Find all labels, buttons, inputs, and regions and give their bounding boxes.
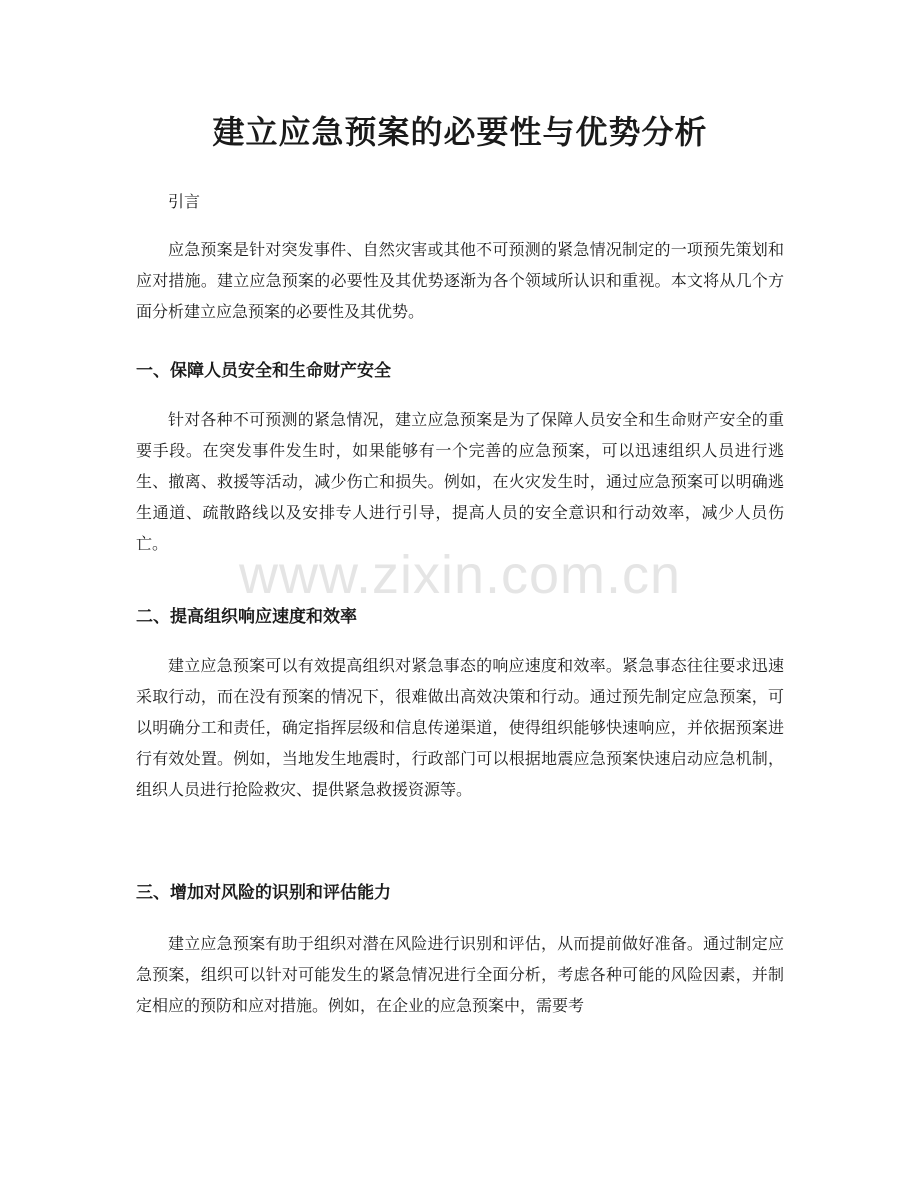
document-title: 建立应急预案的必要性与优势分析	[212, 113, 708, 151]
section-paragraph-3: 建立应急预案有助于组织对潜在风险进行识别和评估，从而提前做好准备。通过制定应急预案，组织可以针对可能发生的紧急情况进行全面分析，考虑各种可能的风险因素，并制定相应的预防和应对措施。例如，在企业的应急预案中，需要考	[136, 934, 784, 1015]
section-heading-1: 一、保障人员安全和生命财产安全	[136, 361, 391, 381]
section-heading-2: 二、提高组织响应速度和效率	[136, 607, 357, 627]
watermark: www.zixin.com.cn	[238, 545, 682, 605]
section-heading-3: 三、增加对风险的识别和评估能力	[136, 883, 391, 903]
intro-label: 引言	[168, 192, 201, 211]
section-paragraph-1: 针对各种不可预测的紧急情况，建立应急预案是为了保障人员安全和生命财产安全的重要手段。在突发事件发生时，如果能够有一个完善的应急预案，可以迅速组织人员进行逃生、撤离、救援等活动，减少伤亡和损失。例如，在火灾发生时，通过应急预案可以明确逃生通道、疏散路线以及安排专人进行引导，提高人员的安全意识和行动效率，减少人员伤亡。	[136, 410, 784, 553]
intro-paragraph: 应急预案是针对突发事件、自然灾害或其他不可预测的紧急情况制定的一项预先策划和应对措施。建立应急预案的必要性及其优势逐渐为各个领域所认识和重视。本文将从几个方面分析建立应急预案的必要性及其优势。	[136, 240, 784, 321]
section-paragraph-2: 建立应急预案可以有效提高组织对紧急事态的响应速度和效率。紧急事态往往要求迅速采取行动，而在没有预案的情况下，很难做出高效决策和行动。通过预先制定应急预案，可以明确分工和责任，确定指挥层级和信息传递渠道，使得组织能够快速响应，并依据预案进行有效处置。例如，当地发生地震时，行政部门可以根据地震应急预案快速启动应急机制，组织人员进行抢险救灾、提供紧急救援资源等。	[136, 656, 784, 799]
